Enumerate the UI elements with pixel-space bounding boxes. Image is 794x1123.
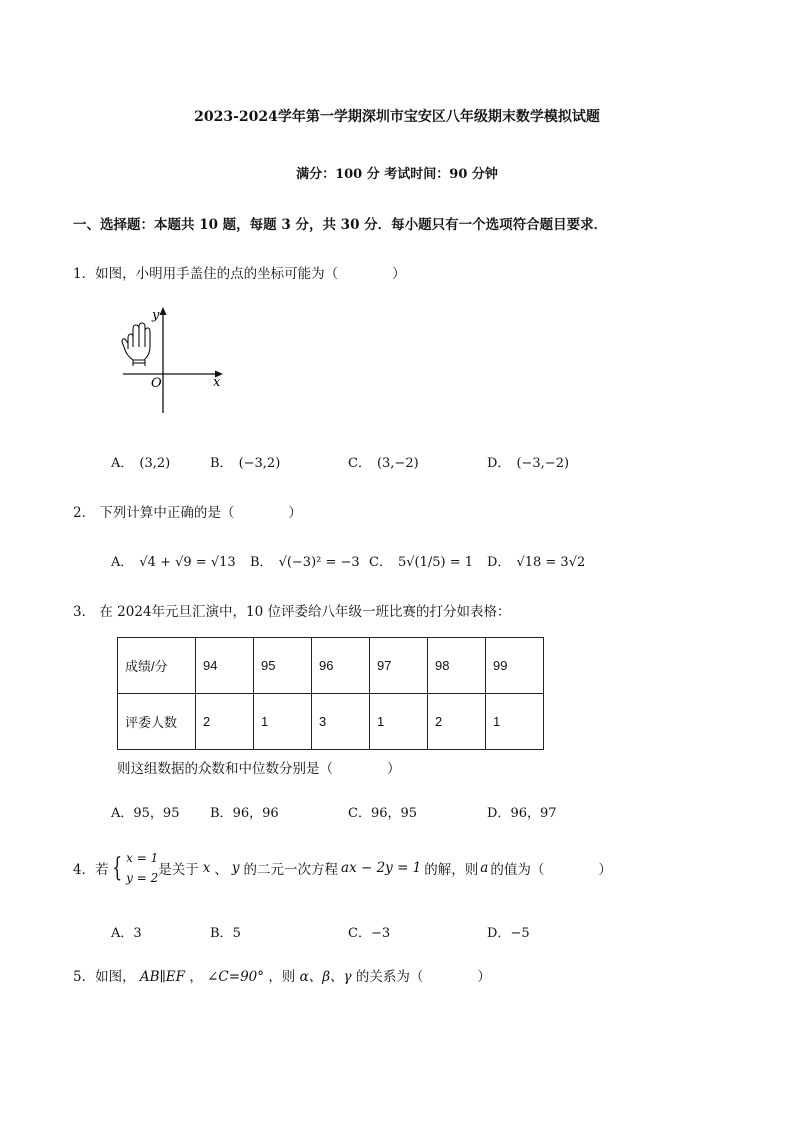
q2-option-b[interactable]: B． √(−3)² = −3: [250, 555, 360, 570]
table-row: [118, 694, 544, 750]
table-header-judges: 评委人数: [118, 694, 196, 750]
page-title: 2023-2024学年第一学期深圳市宝安区八年级期末数学模拟试题: [194, 109, 600, 125]
table-cell: 99: [486, 638, 544, 694]
equation-system: x = 1 y = 2: [126, 851, 159, 885]
table-cell: 1: [254, 694, 312, 750]
question-2-text: 2． 下列计算中正确的是（: [73, 505, 235, 521]
q4-option-c[interactable]: C．−3: [348, 926, 391, 941]
table-cell: 2: [196, 694, 254, 750]
exam-info: 满分：100 分 考试时间：90 分钟: [296, 167, 498, 182]
q1-option-c[interactable]: C． (3,−2): [348, 456, 419, 471]
table-cell: 96: [312, 638, 370, 694]
q4-option-b[interactable]: B．5: [210, 926, 241, 941]
origin-label: O: [151, 376, 162, 391]
table-cell: 94: [196, 638, 254, 694]
question-3: 3． 在 2024年元旦汇演中，10 位评委给八年级一班比赛的打分如表格：: [73, 604, 511, 620]
q1-option-d[interactable]: D． (−3,−2): [487, 456, 570, 471]
q1-option-a[interactable]: A． (3,2): [111, 456, 171, 471]
brace-icon: {: [111, 853, 122, 883]
question-1: 1．如图，小明用手盖住的点的坐标可能为（ ）: [73, 266, 406, 282]
coordinate-figure: [118, 305, 228, 417]
question-1-text: 1．如图，小明用手盖住的点的坐标可能为（: [73, 266, 339, 282]
q2-option-d[interactable]: D． √18 = 3√2: [487, 555, 586, 570]
y-axis-label: y: [152, 308, 160, 323]
q3-option-b[interactable]: B．96，96: [210, 806, 279, 821]
q3-option-a[interactable]: A．95，95: [111, 806, 180, 821]
table-cell: 2: [428, 694, 486, 750]
y-axis-arrow: [160, 307, 167, 315]
table-cell: 97: [370, 638, 428, 694]
section-heading: 一、选择题：本题共 10 题，每题 3 分，共 30 分．每小题只有一个选项符合题目要求．: [73, 217, 608, 233]
hand-icon: [122, 323, 150, 366]
q3-option-c[interactable]: C．96，95: [348, 806, 418, 821]
question-5: 5．如图， AB∥EF ， ∠C=90° ，则 α、β、γ 的关系为（ ）: [73, 969, 491, 985]
q3-option-d[interactable]: D．96，97: [487, 806, 557, 821]
q2-option-a[interactable]: A． √4 + √9 = √13: [111, 555, 236, 570]
table-cell: 95: [254, 638, 312, 694]
question-4: 4．若 { x = 1 y = 2 是关于 x 、 y 的二元一次方程 ax − 2y = 1 的解，则 a 的值为（ ）: [73, 846, 612, 890]
q2-option-c[interactable]: C． 5√(1/5) = 1: [369, 555, 474, 570]
table-cell: 3: [312, 694, 370, 750]
question-3-followup: 则这组数据的众数和中位数分别是（ ）: [117, 761, 401, 777]
table-cell: 98: [428, 638, 486, 694]
question-2: 2． 下列计算中正确的是（ ）: [73, 505, 302, 521]
q4-option-a[interactable]: A．3: [111, 926, 142, 941]
q1-option-b[interactable]: B． (−3,2): [210, 456, 281, 471]
table-header-score: 成绩/分: [118, 638, 196, 694]
table-cell: 1: [486, 694, 544, 750]
table-row: [118, 638, 544, 694]
score-table: [117, 637, 544, 750]
q4-option-d[interactable]: D．−5: [487, 926, 530, 941]
x-axis-label: x: [213, 375, 221, 390]
table-cell: 1: [370, 694, 428, 750]
